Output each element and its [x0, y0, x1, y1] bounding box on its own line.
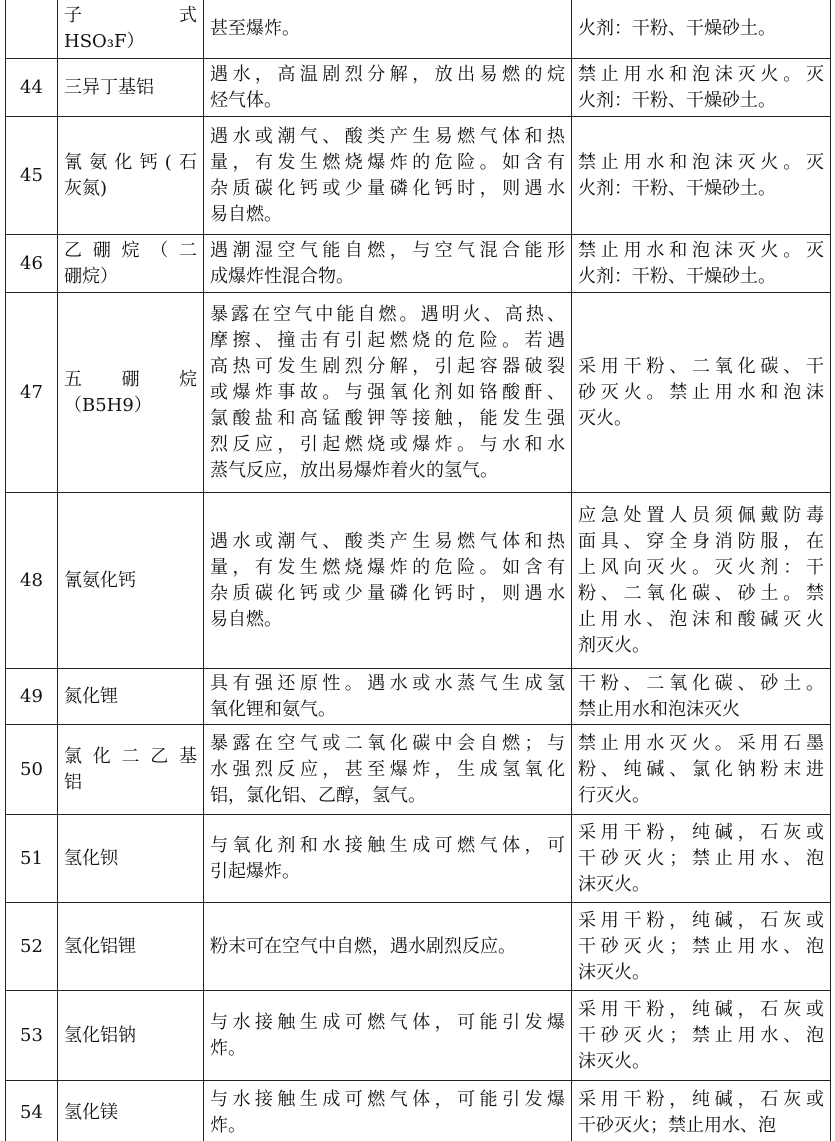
cell-text-line: 沫灭火。 — [578, 961, 650, 983]
cell-text-line: 遇水或潮气、酸类产生易燃气体和热 — [210, 530, 565, 552]
cell-text-line: 采用干粉、二氧化碳、干 — [578, 355, 824, 377]
cell-text-line: 干粉、二氧化碳、砂土。 — [578, 672, 824, 694]
cell-text-line: 蒸气反应，放出易爆炸着火的氢气。 — [210, 459, 498, 481]
extinguishing-method — [572, 903, 831, 991]
cell-text-line: 与氧化剂和水接触生成可燃气体，可 — [210, 834, 565, 856]
cell-text-line: 采用干粉，纯碱，石灰或 — [578, 1088, 824, 1110]
chemical-name — [58, 0, 204, 59]
row-number — [6, 725, 58, 815]
cell-text-line: 遇水或潮气、酸类产生易燃气体和热 — [210, 125, 565, 147]
chemical-name — [58, 117, 204, 235]
cell-text-line: 氯酸盐和高锰酸钾等接触，能发生强 — [210, 407, 565, 429]
cell-text-line: 高热可发生剧烈分解，引起容器破裂 — [210, 355, 565, 377]
extinguishing-method — [572, 991, 831, 1081]
cell-text-line: 炸。 — [210, 1037, 246, 1059]
cell-text-line: 甚至爆炸。 — [210, 17, 300, 39]
row-number-text: 48 — [20, 569, 43, 591]
cell-text-line: 氢化铝钠 — [64, 1024, 136, 1046]
row-number — [6, 293, 58, 493]
row-number — [6, 815, 58, 903]
row-number-text: 47 — [20, 381, 43, 403]
cell-text-line: 粉、纯碱、氯化钠粉末进 — [578, 758, 824, 780]
cell-text-line: 具有强还原性。遇水或水蒸气生成氢 — [210, 672, 565, 694]
cell-text-line: 止用水、泡沫和酸碱灭火 — [578, 608, 824, 630]
row-number-text: 51 — [20, 847, 43, 869]
row-number-text: 44 — [20, 76, 43, 98]
cell-text-line: 遇潮湿空气能自燃，与空气混合能形 — [210, 239, 565, 261]
cell-text-line: 干砂灭火；禁止用水、泡 — [578, 847, 824, 869]
table-row — [6, 903, 831, 991]
row-number-text: 54 — [20, 1101, 43, 1123]
row-number — [6, 59, 58, 117]
extinguishing-method — [572, 1081, 831, 1141]
hazard-description — [204, 235, 572, 293]
cell-text-line: 灰氮) — [64, 177, 108, 199]
row-number — [6, 235, 58, 293]
chemical-name — [58, 493, 204, 669]
cell-text-line: 五 硼 烷 — [64, 368, 197, 390]
cell-text-line: 干砂灭火；禁止用水、泡 — [578, 1024, 824, 1046]
table-row — [6, 1081, 831, 1141]
cell-text-line: 剂灭火。 — [578, 634, 650, 656]
cell-text-line: HSO₃F） — [64, 30, 145, 52]
cell-text-line: 行灭火。 — [578, 784, 650, 806]
row-number — [6, 669, 58, 725]
hazard-description — [204, 903, 572, 991]
cell-text-line: 铝，氯化铝、乙醇，氢气。 — [210, 784, 426, 806]
cell-text-line: 禁止用水和泡沫灭火 — [578, 698, 740, 720]
row-number — [6, 0, 58, 59]
table-row — [6, 0, 831, 59]
chemical-name — [58, 669, 204, 725]
cell-text-line: 沫灭火。 — [578, 873, 650, 895]
chemical-name — [58, 1081, 204, 1141]
cell-text-line: 子 式 — [64, 4, 197, 26]
extinguishing-method — [572, 815, 831, 903]
cell-text-line: 砂灭火。禁止用水和泡沫 — [578, 381, 824, 403]
cell-text-line: 干砂灭火；禁止用水、泡 — [578, 1114, 776, 1136]
cell-text-line: 易自燃。 — [210, 203, 282, 225]
table-row — [6, 293, 831, 493]
row-number-text: 45 — [20, 164, 43, 186]
cell-text-line: 杂质碳化钙或少量磷化钙时，则遇水 — [210, 582, 565, 604]
cell-text-line: 硼烷） — [64, 265, 118, 287]
cell-text-line: 采用干粉，纯碱，石灰或 — [578, 909, 824, 931]
extinguishing-method — [572, 235, 831, 293]
hazard-description — [204, 117, 572, 235]
cell-text-line: 禁止用水和泡沫灭火。灭 — [578, 63, 824, 85]
cell-text-line: 杂质碳化钙或少量磷化钙时，则遇水 — [210, 177, 565, 199]
chemical-name — [58, 293, 204, 493]
row-number-text: 46 — [20, 252, 43, 274]
table-row — [6, 669, 831, 725]
cell-text-line: 粉末可在空气中自燃，遇水剧烈反应。 — [210, 935, 516, 957]
cell-text-line: 成爆炸性混合物。 — [210, 265, 354, 287]
row-number-text: 50 — [20, 758, 43, 780]
extinguishing-method — [572, 0, 831, 59]
extinguishing-method — [572, 669, 831, 725]
cell-text-line: 乙硼烷（二 — [64, 239, 197, 261]
chemical-name — [58, 991, 204, 1081]
cell-text-line: 炸。 — [210, 1114, 246, 1136]
row-number — [6, 903, 58, 991]
extinguishing-method — [572, 293, 831, 493]
table-row — [6, 117, 831, 235]
cell-text-line: 与水接触生成可燃气体，可能引发爆 — [210, 1011, 565, 1033]
cell-text-line: 暴露在空气或二氧化碳中会自燃；与 — [210, 732, 565, 754]
row-number-text: 52 — [20, 935, 43, 957]
cell-text-line: 氰氨化钙(石 — [64, 151, 197, 173]
cell-text-line: 火剂：干粉、干燥砂土。 — [578, 89, 776, 111]
table-row — [6, 493, 831, 669]
cell-text-line: 氰氨化钙 — [64, 569, 136, 591]
row-number — [6, 493, 58, 669]
row-number-text: 49 — [20, 685, 43, 707]
cell-text-line: 火剂：干粉、干燥砂土。 — [578, 177, 776, 199]
chemical-name — [58, 235, 204, 293]
cell-text-line: 采用干粉，纯碱，石灰或 — [578, 998, 824, 1020]
extinguishing-method — [572, 117, 831, 235]
cell-text-line: （B5H9） — [64, 394, 152, 416]
row-number-text: 53 — [20, 1024, 43, 1046]
cell-text-line: 或爆炸事故。与强氧化剂如铬酸酐、 — [210, 381, 565, 403]
row-number — [6, 991, 58, 1081]
table-row — [6, 991, 831, 1081]
hazard-description — [204, 0, 572, 59]
extinguishing-method — [572, 493, 831, 669]
cell-text-line: 应急处置人员须佩戴防毒 — [578, 504, 824, 526]
cell-text-line: 上风向灭火。灭火剂：干 — [578, 556, 824, 578]
cell-text-line: 采用干粉，纯碱，石灰或 — [578, 821, 824, 843]
cell-text-line: 遇水，高温剧烈分解，放出易燃的烷 — [210, 63, 565, 85]
cell-text-line: 火剂：干粉、干燥砂土。 — [578, 17, 776, 39]
chemical-name — [58, 59, 204, 117]
row-number — [6, 1081, 58, 1141]
hazard-description — [204, 669, 572, 725]
table-row — [6, 815, 831, 903]
hazard-description — [204, 493, 572, 669]
table-row — [6, 725, 831, 815]
hazard-description — [204, 991, 572, 1081]
chemical-name — [58, 815, 204, 903]
cell-text-line: 水强烈反应，甚至爆炸，生成氢氧化 — [210, 758, 565, 780]
cell-text-line: 干砂灭火；禁止用水、泡 — [578, 935, 824, 957]
cell-text-line: 三异丁基铝 — [64, 76, 154, 98]
cell-text-line: 摩擦、撞击有引起燃烧的危险。若遇 — [210, 329, 565, 351]
cell-text-line: 氧化锂和氨气。 — [210, 698, 336, 720]
hazard-description — [204, 815, 572, 903]
cell-text-line: 氮化锂 — [64, 685, 118, 707]
cell-text-line: 与水接触生成可燃气体，可能引发爆 — [210, 1088, 565, 1110]
cell-text-line: 烈反应，引起燃烧或爆炸。与水和水 — [210, 433, 565, 455]
hazard-table-body — [6, 0, 831, 1141]
chemical-name — [58, 725, 204, 815]
cell-text-line: 禁止用水灭火。采用石墨 — [578, 732, 824, 754]
extinguishing-method — [572, 725, 831, 815]
cell-text-line: 灭火。 — [578, 407, 632, 429]
cell-text-line: 量，有发生燃烧爆炸的危险。如含有 — [210, 556, 565, 578]
cell-text-line: 易自燃。 — [210, 608, 282, 630]
cell-text-line: 火剂：干粉、干燥砂土。 — [578, 265, 776, 287]
extinguishing-method — [572, 59, 831, 117]
hazard-description — [204, 725, 572, 815]
cell-text-line: 禁止用水和泡沫灭火。灭 — [578, 151, 824, 173]
cell-text-line: 铝 — [64, 771, 82, 793]
cell-text-line: 量，有发生燃烧爆炸的危险。如含有 — [210, 151, 565, 173]
cell-text-line: 面具、穿全身消防服，在 — [578, 530, 824, 552]
table-row — [6, 235, 831, 293]
cell-text-line: 引起爆炸。 — [210, 860, 300, 882]
cell-text-line: 氯化二乙基 — [64, 745, 197, 767]
cell-text-line: 氢化钡 — [64, 847, 118, 869]
hazard-description — [204, 1081, 572, 1141]
table-row — [6, 59, 831, 117]
hazard-table — [5, 0, 831, 1141]
chemical-name — [58, 903, 204, 991]
hazard-description — [204, 293, 572, 493]
cell-text-line: 粉、二氧化碳、砂土。禁 — [578, 582, 824, 604]
cell-text-line: 氢化铝锂 — [64, 935, 136, 957]
cell-text-line: 烃气体。 — [210, 89, 282, 111]
cell-text-line: 沫灭火。 — [578, 1050, 650, 1072]
cell-text-line: 氢化镁 — [64, 1101, 118, 1123]
row-number — [6, 117, 58, 235]
hazard-description — [204, 59, 572, 117]
cell-text-line: 暴露在空气中能自燃。遇明火、高热、 — [210, 303, 565, 325]
cell-text-line: 禁止用水和泡沫灭火。灭 — [578, 239, 824, 261]
